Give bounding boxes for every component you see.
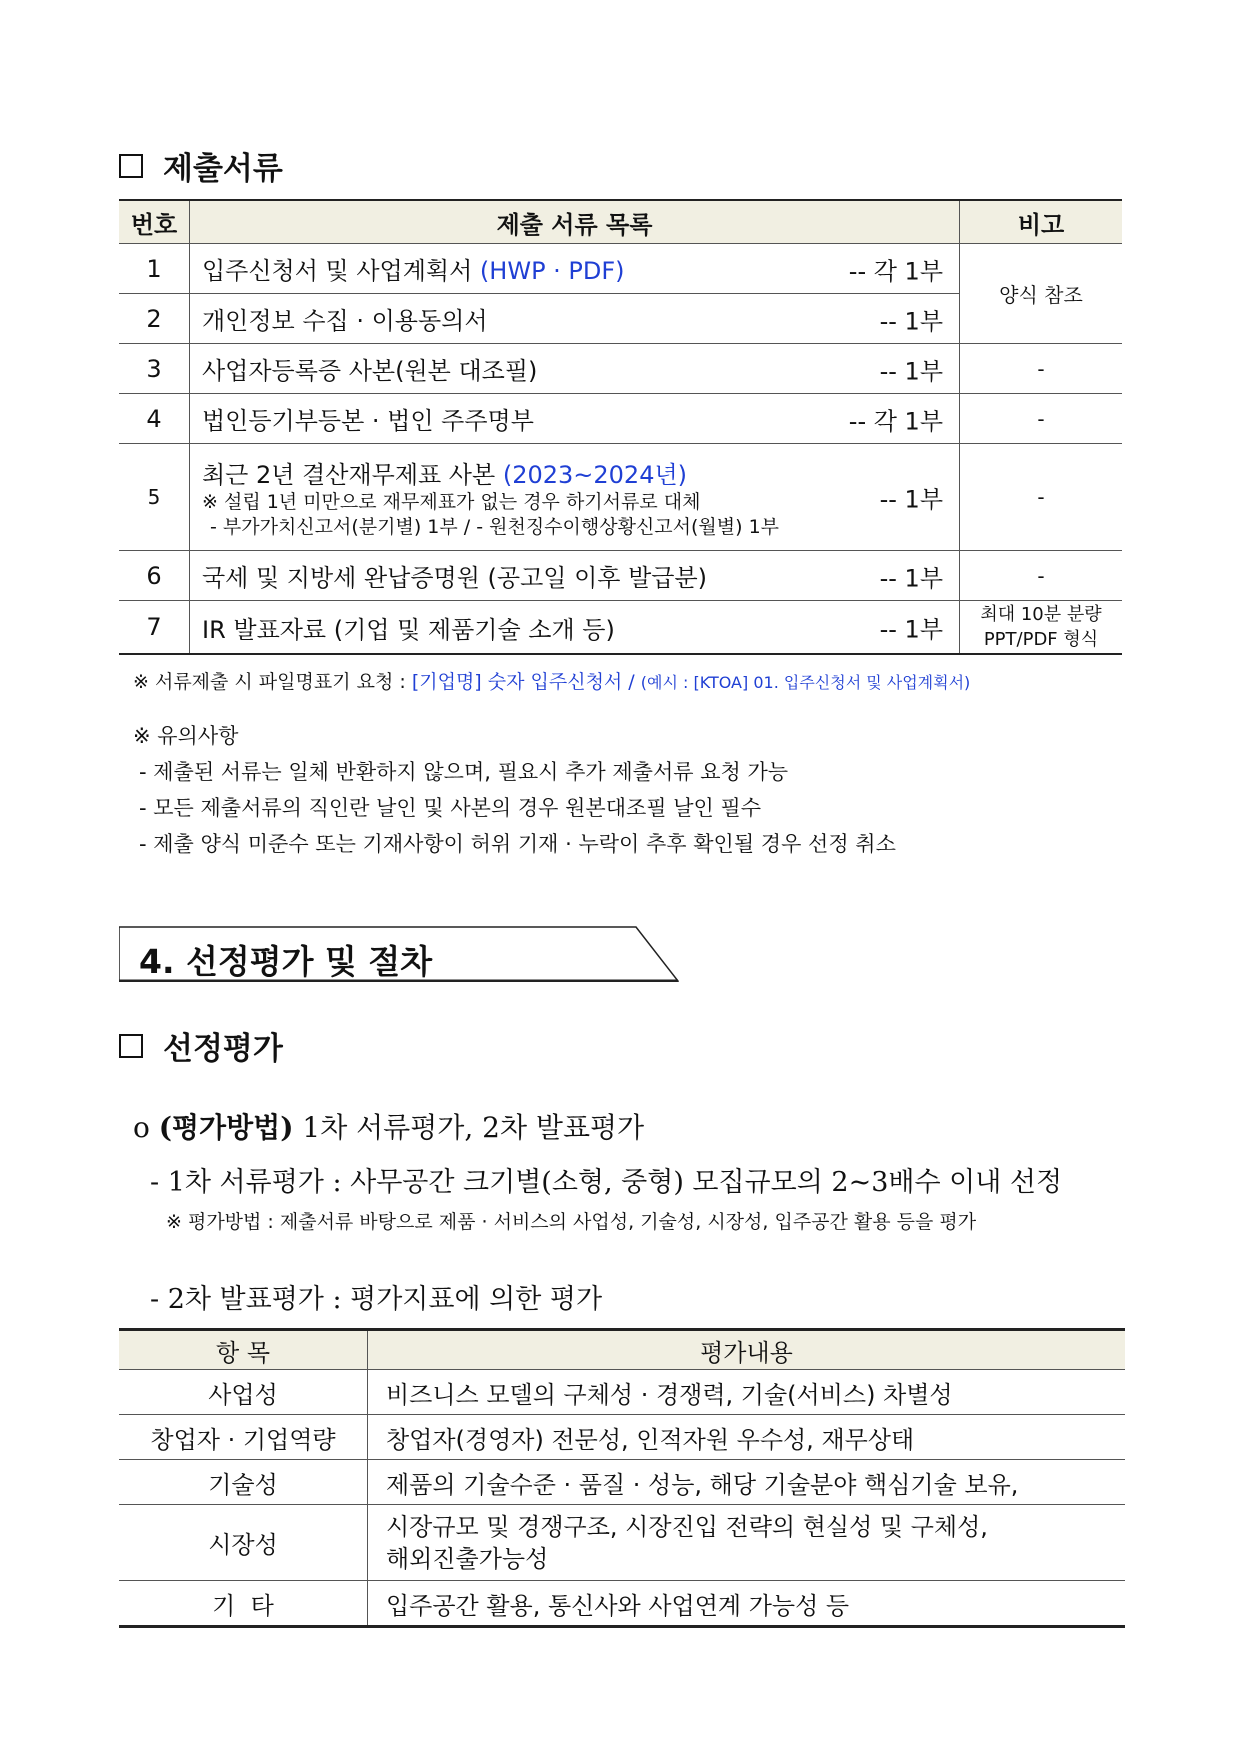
- row-number: 3: [119, 344, 190, 394]
- eval-category: 사업성: [119, 1370, 368, 1415]
- evaluation-table: [119, 1328, 1125, 1628]
- documents-table: [119, 199, 1122, 655]
- bullet: o: [133, 1111, 150, 1144]
- col-description: 평가내용: [368, 1330, 1126, 1370]
- eval-description: 비즈니스 모델의 구체성 · 경쟁력, 기술(서비스) 차별성: [368, 1370, 1126, 1415]
- doc-title: 입주신청서 및 사업계획서: [202, 257, 473, 285]
- second-round: - 2차 발표평가 : 평가지표에 의한 평가: [150, 1284, 603, 1315]
- table-row: [119, 244, 1122, 294]
- doc-qty: -- 각 1부: [848, 407, 943, 435]
- eval-heading-text: 선정평가: [163, 1031, 283, 1067]
- doc-qty: -- 1부: [879, 357, 943, 385]
- cautions: [133, 718, 896, 862]
- row-title: [190, 294, 960, 344]
- eval-heading: [119, 1023, 283, 1068]
- eval-description: 창업자(경영자) 전문성, 인적자원 우수성, 재무상태: [368, 1415, 1126, 1460]
- first-round: - 1차 서류평가 : 사무공간 크기별(소형, 중형) 모집규모의 2~3배수 이내 선정: [150, 1167, 1063, 1198]
- table-row: [119, 444, 1122, 551]
- table-row: [119, 601, 1122, 655]
- cautions-title: ※ 유의사항: [133, 724, 239, 748]
- doc-title: 법인등기부등본 · 법인 주주명부: [202, 407, 534, 435]
- docs-heading: [119, 143, 283, 188]
- table-row: [119, 1581, 1125, 1627]
- col-list: 제출 서류 목록: [190, 200, 960, 244]
- doc-qty: -- 각 1부: [848, 257, 943, 285]
- doc-qty: -- 1부: [879, 485, 943, 514]
- eval-category: 기 타: [119, 1581, 368, 1627]
- caution-item: - 제출 양식 미준수 또는 기재사항이 허위 기재 · 누락이 추후 확인될 경우 선정 취소: [139, 832, 896, 856]
- table-row: [119, 1415, 1125, 1460]
- doc-title: 최근 2년 결산재무제표 사본: [202, 460, 496, 489]
- row-title: [190, 344, 960, 394]
- section-title: [119, 926, 679, 982]
- caution-item: - 모든 제출서류의 직인란 날인 및 사본의 경우 원본대조필 날인 필수: [139, 796, 762, 820]
- row-number: 4: [119, 394, 190, 444]
- doc-subnote: ※ 설립 1년 미만으로 재무제표가 없는 경우 하기서류로 대체: [202, 490, 701, 513]
- doc-title: 사업자등록증 사본(원본 대조필): [202, 357, 538, 385]
- row-title: [190, 394, 960, 444]
- method-text: 1차 서류평가, 2차 발표평가: [302, 1111, 645, 1144]
- table-header-row: [119, 200, 1122, 244]
- first-round-note: ※ 평가방법 : 제출서류 바탕으로 제품 · 서비스의 사업성, 기술성, 시장성, 입주공간 활용 등을 평가: [166, 1211, 977, 1233]
- row-number: 2: [119, 294, 190, 344]
- row-title: [190, 444, 960, 551]
- doc-format: (HWP · PDF): [479, 257, 625, 285]
- row-title: [190, 601, 960, 655]
- doc-years: (2023~2024년): [502, 460, 688, 489]
- table-row: [119, 1460, 1125, 1505]
- eval-method: [133, 1106, 644, 1146]
- col-number: 번호: [119, 200, 190, 244]
- col-category: 항 목: [119, 1330, 368, 1370]
- eval-category: 시장성: [119, 1505, 368, 1581]
- method-label: (평가방법): [158, 1111, 294, 1144]
- doc-title: IR 발표자료 (기업 및 제품기술 소개 등): [202, 615, 615, 644]
- caution-item: - 제출된 서류는 일체 반환하지 않으며, 필요시 추가 제출서류 요청 가능: [139, 760, 789, 784]
- table-row: [119, 344, 1122, 394]
- row-title: [190, 551, 960, 601]
- table-header-row: [119, 1330, 1125, 1370]
- row-note: 양식 참조: [960, 244, 1123, 344]
- doc-title: 국세 및 지방세 완납증명원 (공고일 이후 발급분): [202, 564, 707, 592]
- checkbox-icon: [119, 154, 143, 178]
- filename-format: [기업명] 숫자 입주신청서 /: [411, 671, 635, 693]
- note-line: PPT/PDF 형식: [983, 629, 1099, 650]
- eval-description: 입주공간 활용, 통신사와 사업연계 가능성 등: [368, 1581, 1126, 1627]
- col-note: 비고: [960, 200, 1123, 244]
- doc-title: 개인정보 수집 · 이용동의서: [202, 307, 488, 335]
- table-row: [119, 1505, 1125, 1581]
- eval-category: 기술성: [119, 1460, 368, 1505]
- table-row: [119, 394, 1122, 444]
- doc-qty: -- 1부: [879, 307, 943, 335]
- row-note: -: [960, 344, 1123, 394]
- row-title: [190, 244, 960, 294]
- eval-category: 창업자 · 기업역량: [119, 1415, 368, 1460]
- row-number: 7: [119, 601, 190, 655]
- doc-subnote: - 부가가치신고서(분기별) 1부 / - 원천징수이행상황신고서(월별) 1부: [210, 515, 780, 538]
- row-note: -: [960, 444, 1123, 551]
- section-title-text: 4. 선정평가 및 절차: [139, 942, 433, 981]
- row-number: 6: [119, 551, 190, 601]
- row-note: -: [960, 394, 1123, 444]
- row-number: 5: [119, 444, 190, 551]
- doc-qty: -- 1부: [879, 564, 943, 592]
- filename-example: (예시 : [KTOA] 01. 입주신청서 및 사업계획서): [640, 673, 971, 692]
- checkbox-icon: [119, 1034, 143, 1058]
- filename-note: [133, 667, 970, 694]
- eval-description-line: 해외진출가능성: [386, 1544, 549, 1573]
- row-number: 1: [119, 244, 190, 294]
- doc-qty: -- 1부: [879, 615, 943, 644]
- table-row: [119, 551, 1122, 601]
- table-row: [119, 1370, 1125, 1415]
- row-note: -: [960, 551, 1123, 601]
- docs-heading-text: 제출서류: [163, 151, 283, 187]
- row-note: [960, 601, 1123, 655]
- eval-description: 제품의 기술수준 · 품질 · 성능, 해당 기술분야 핵심기술 보유,: [368, 1460, 1126, 1505]
- filename-note-prefix: ※ 서류제출 시 파일명표기 요청 :: [133, 671, 406, 693]
- eval-description: [368, 1505, 1126, 1581]
- note-line: 최대 10분 분량: [980, 604, 1102, 625]
- eval-description-line: 시장규모 및 경쟁구조, 시장진입 전략의 현실성 및 구체성,: [386, 1512, 988, 1541]
